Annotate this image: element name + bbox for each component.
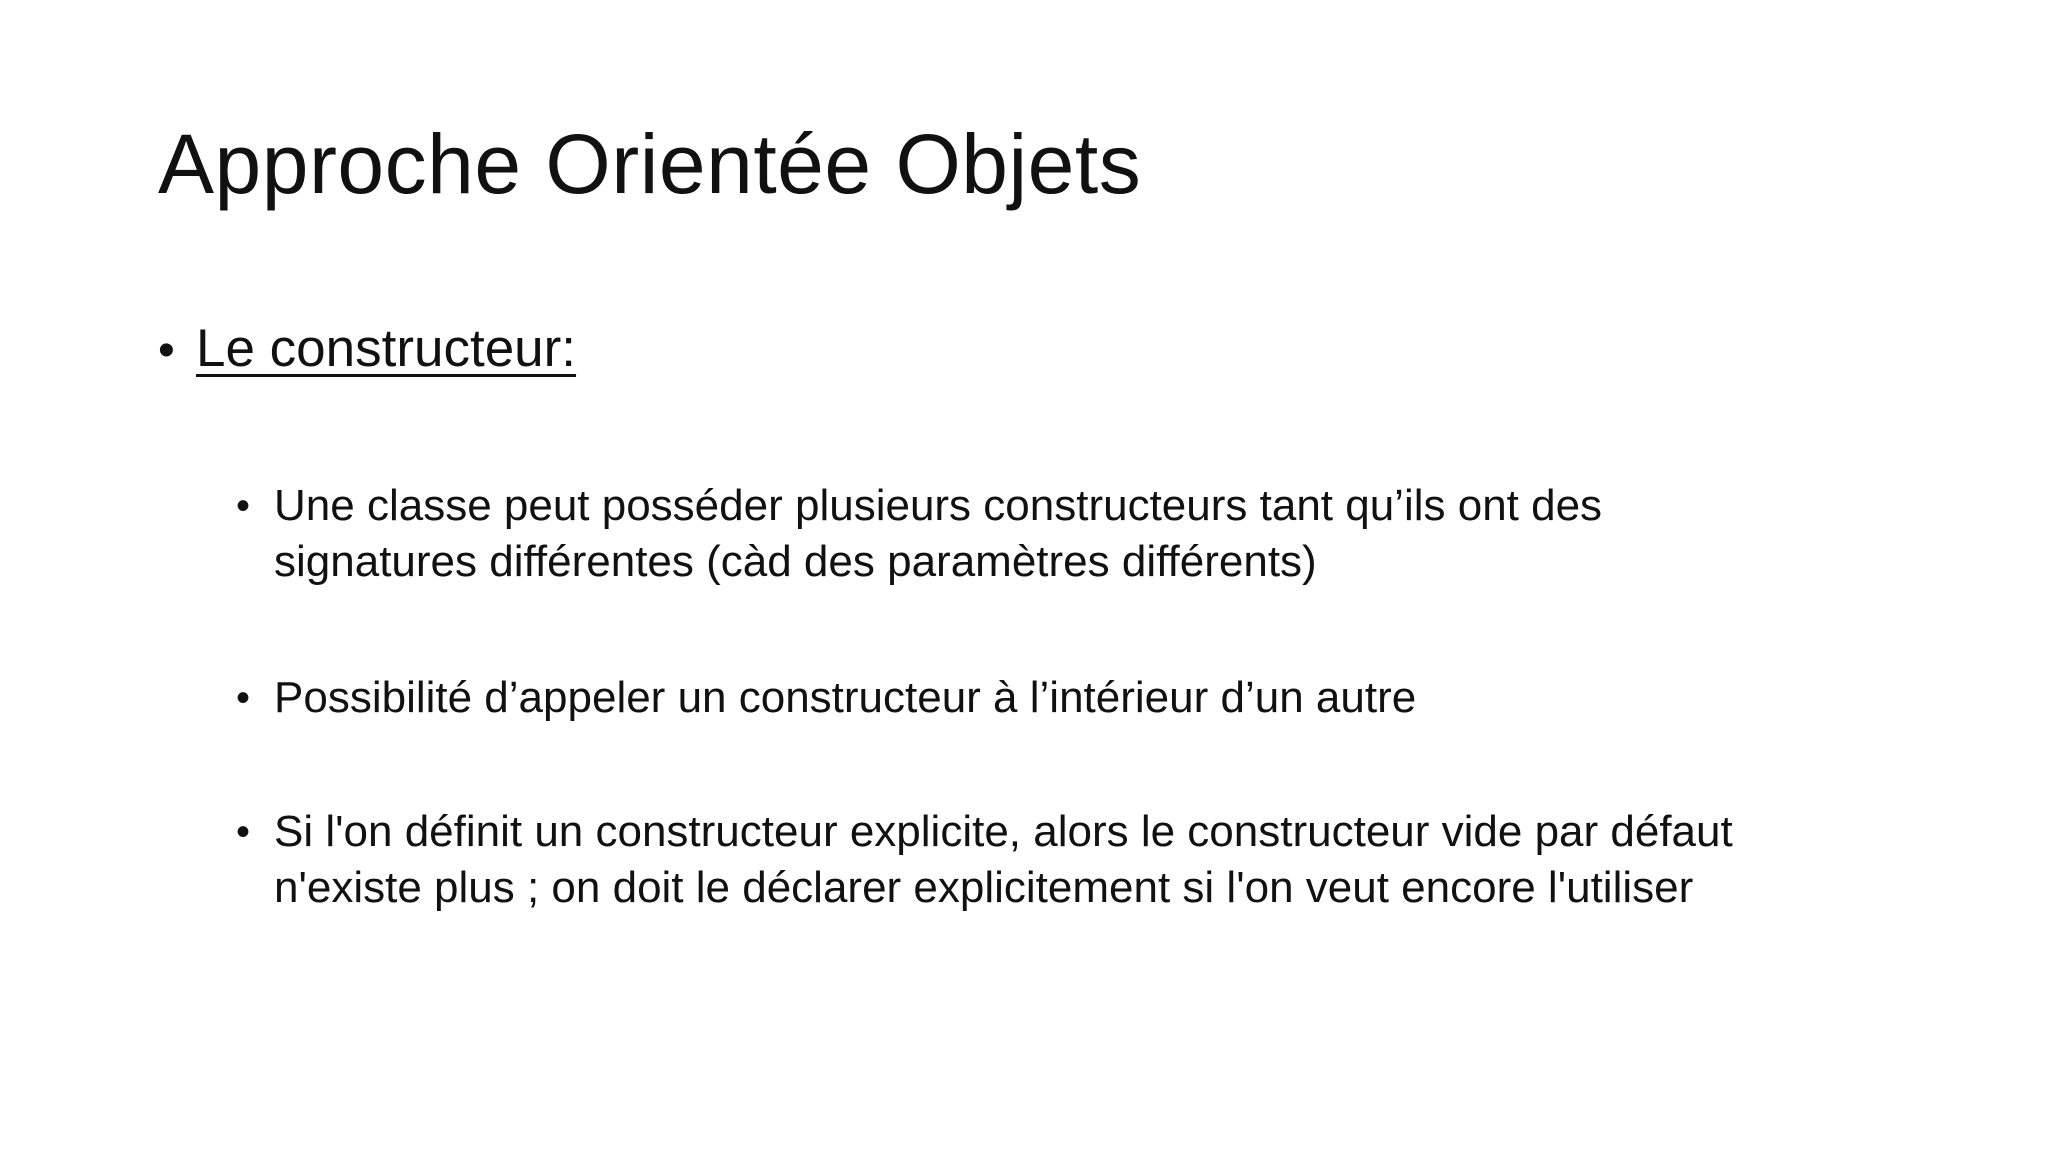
- list-item-text: Une classe peut posséder plusieurs constructeurs tant qu’ils ont des signatures différentes (càd des paramètres différents): [274, 481, 1603, 586]
- list-item: [236, 478, 1936, 590]
- bullet-icon: •: [236, 484, 251, 528]
- section-heading: Le constructeur:: [196, 319, 577, 378]
- level1-bullet-item: [158, 318, 576, 379]
- list-item-text: Si l'on définit un constructeur explicite, alors le constructeur vide par défaut n'existe plus ; on doit le déclarer explicitement si l'on veut encore l'utiliser: [274, 807, 1733, 912]
- list-item-text: Possibilité d’appeler un constructeur à l’intérieur d’un autre: [274, 673, 1417, 722]
- list-item: [236, 804, 1936, 916]
- bullet-icon: •: [236, 810, 251, 854]
- list-item: [236, 670, 1936, 726]
- sub-bullet-list: [236, 478, 1936, 996]
- slide-title: Approche Orientée Objets: [158, 117, 1142, 211]
- bullet-icon: •: [236, 676, 251, 720]
- bullet-icon: •: [158, 324, 175, 377]
